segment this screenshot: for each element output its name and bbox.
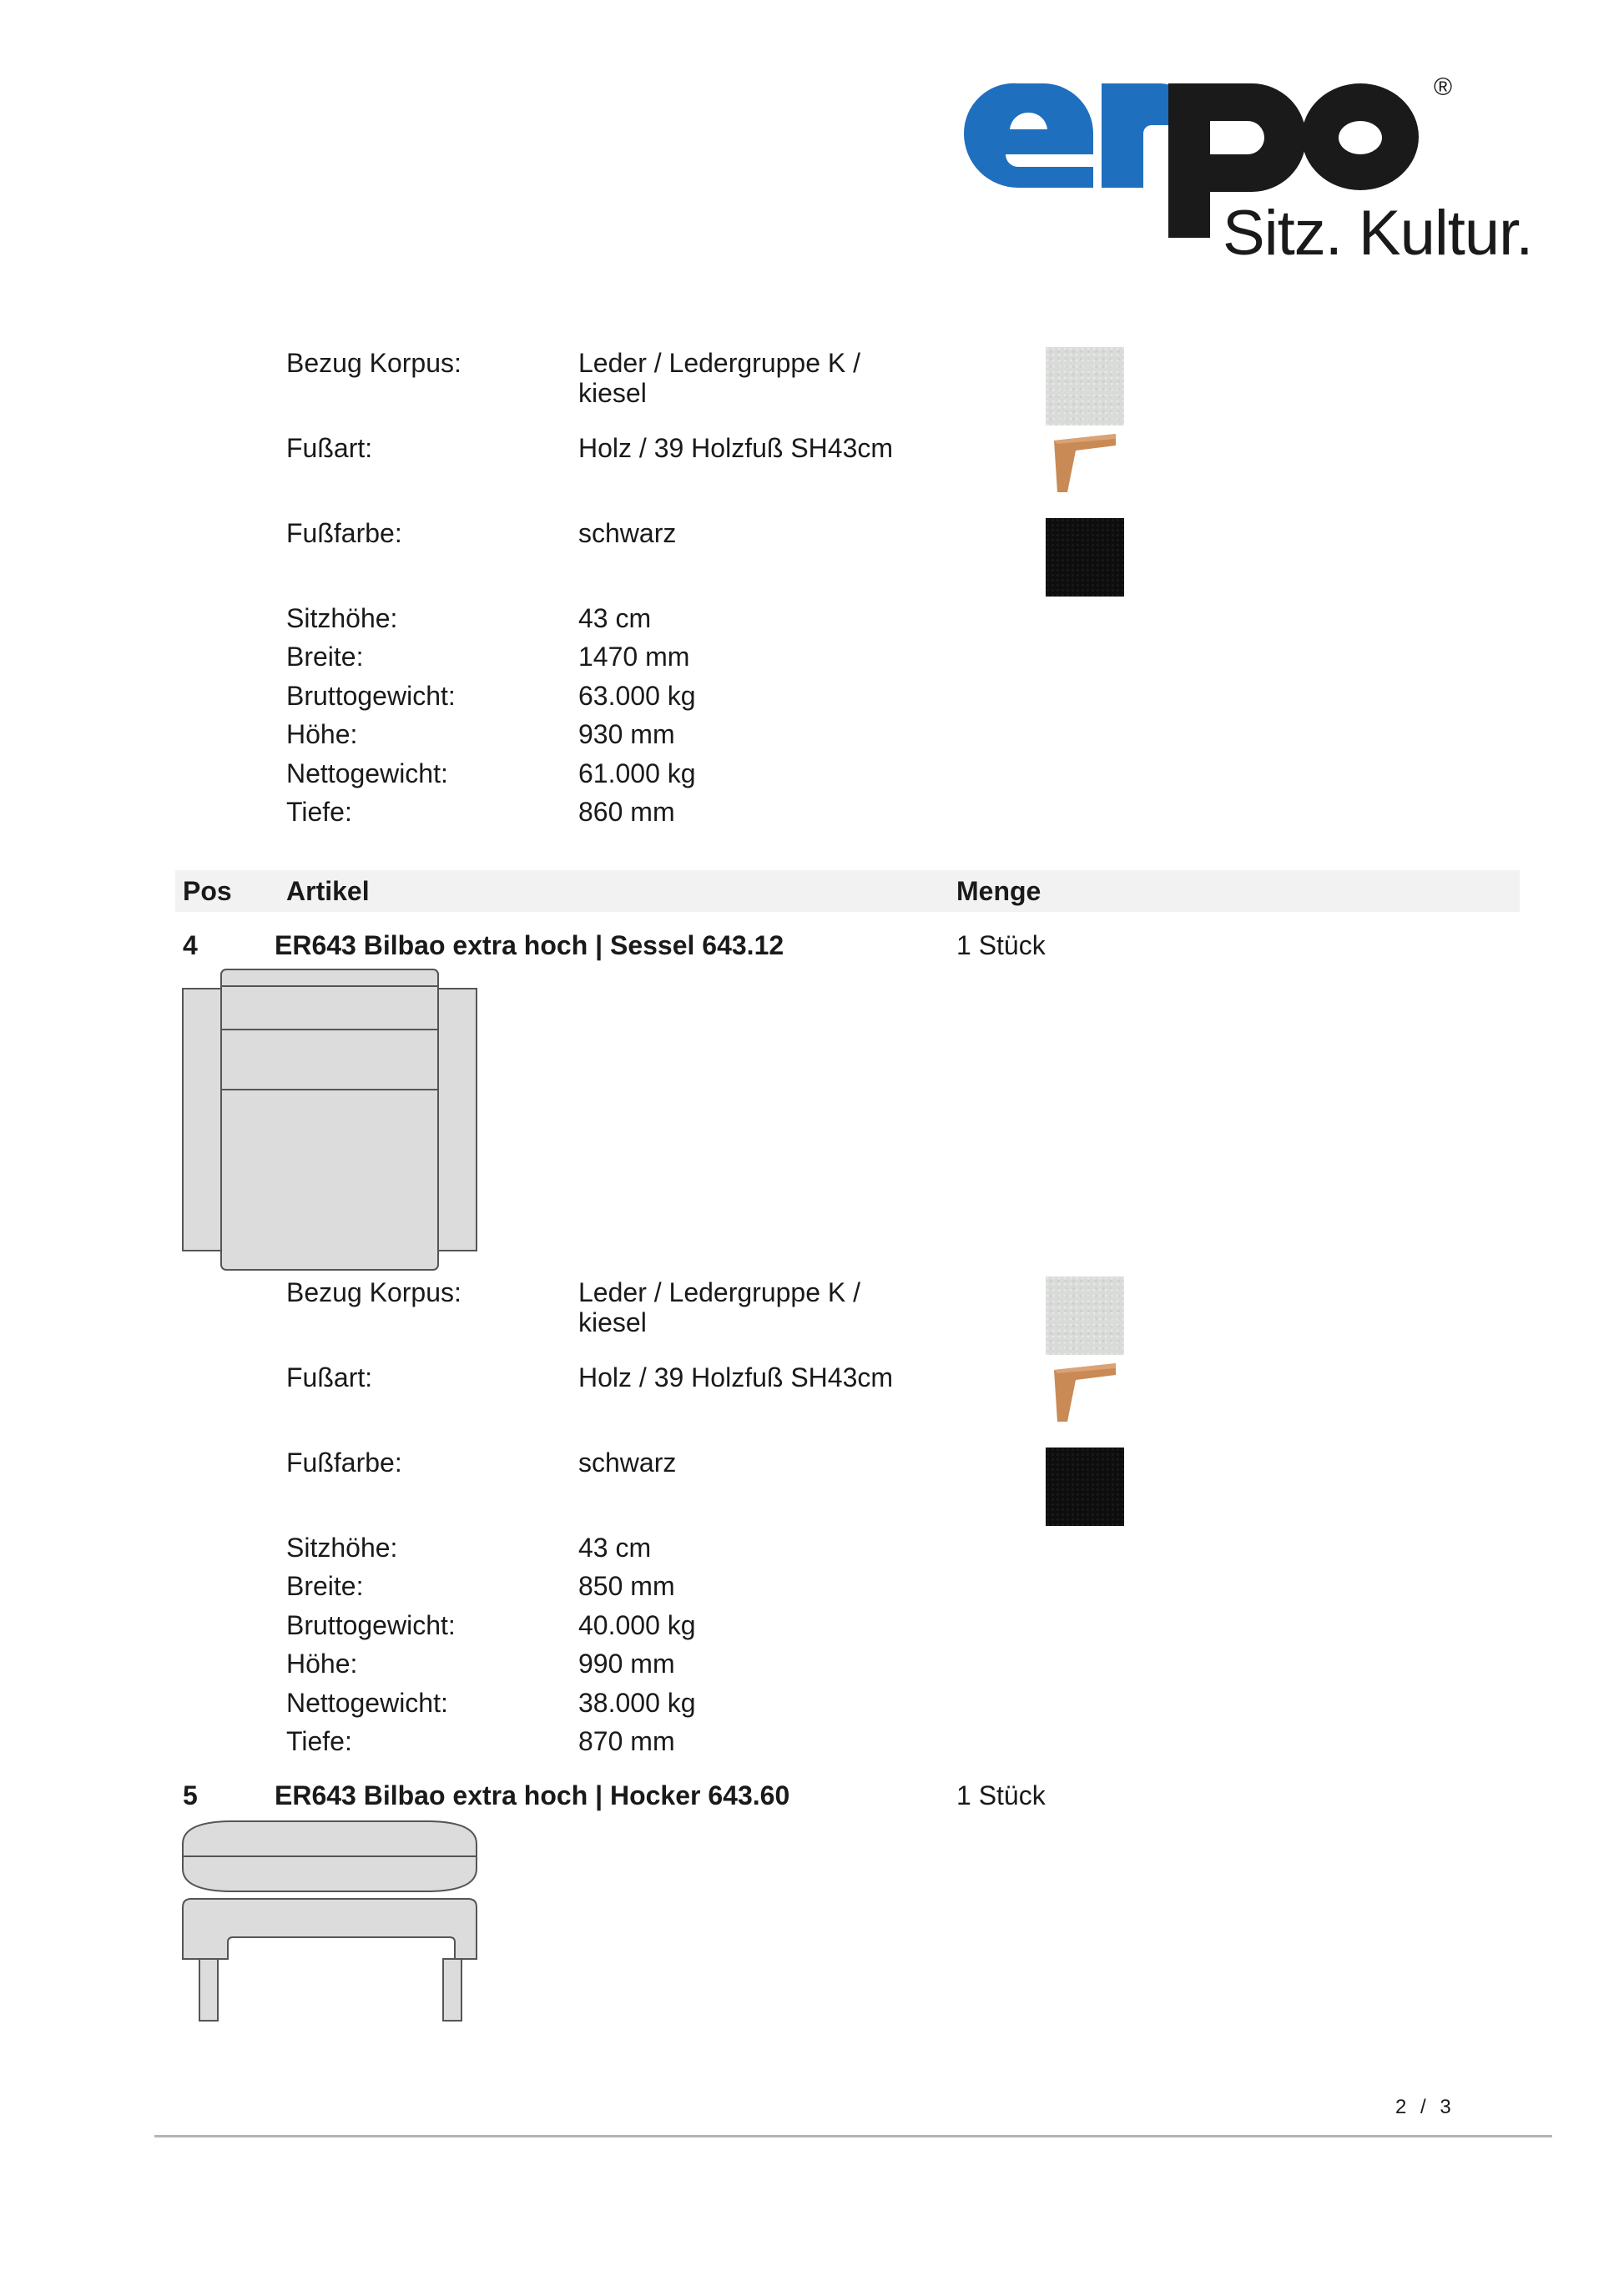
spec-value: Holz / 39 Holzfuß SH43cm — [578, 433, 894, 463]
brand-tagline: Sitz. Kultur. — [1223, 198, 1533, 269]
dim-label: Sitzhöhe: — [286, 1533, 398, 1563]
registered-mark: ® — [1434, 73, 1453, 101]
spec-label: Fußart: — [286, 1362, 373, 1392]
header-menge: Menge — [956, 876, 1041, 906]
item-quantity: 1 Stück — [956, 930, 1046, 960]
item-quantity: 1 Stück — [956, 1780, 1046, 1810]
dim-value: 38.000 kg — [578, 1688, 696, 1718]
dim-value: 930 mm — [578, 719, 675, 749]
dim-value: 40.000 kg — [578, 1610, 696, 1640]
spec-value: Leder / Ledergruppe K / — [578, 348, 861, 378]
table-header — [175, 870, 1520, 912]
dim-label: Bruttogewicht: — [286, 1610, 456, 1640]
page-current: 2 — [1395, 2096, 1407, 2118]
footer-divider — [154, 2135, 1552, 2137]
dim-value: 990 mm — [578, 1649, 675, 1679]
header-pos: Pos — [183, 876, 232, 906]
dim-label: Tiefe: — [286, 1726, 352, 1756]
leather-swatch — [1046, 1276, 1124, 1355]
dim-label: Nettogewicht: — [286, 1688, 448, 1718]
wooden-leg-icon — [1046, 432, 1124, 499]
spec-label: Fußfarbe: — [286, 518, 402, 548]
wooden-leg-icon — [1046, 1362, 1124, 1428]
spec-label: Fußart: — [286, 433, 373, 463]
black-swatch — [1046, 518, 1124, 597]
dim-value: 61.000 kg — [578, 758, 696, 788]
item-title: ER643 Bilbao extra hoch | Sessel 643.12 — [275, 930, 784, 960]
dim-value: 43 cm — [578, 603, 652, 633]
item-pos: 4 — [183, 930, 198, 960]
dim-label: Nettogewicht: — [286, 758, 448, 788]
dim-label: Breite: — [286, 1571, 364, 1601]
spec-label: Bezug Korpus: — [286, 1277, 461, 1307]
dim-label: Breite: — [286, 642, 364, 672]
dim-label: Höhe: — [286, 719, 358, 749]
dim-value: 850 mm — [578, 1571, 675, 1601]
spec-value: Holz / 39 Holzfuß SH43cm — [578, 1362, 894, 1392]
spec-value: Leder / Ledergruppe K / — [578, 1277, 861, 1307]
spec-value-continued: kiesel — [578, 378, 647, 408]
leather-swatch — [1046, 347, 1124, 425]
page-total: 3 — [1440, 2096, 1451, 2118]
black-swatch — [1046, 1448, 1124, 1526]
item-pos: 5 — [183, 1780, 198, 1810]
spec-value: schwarz — [578, 1448, 677, 1478]
dim-value: 63.000 kg — [578, 681, 696, 711]
dim-value: 870 mm — [578, 1726, 675, 1756]
spec-value: schwarz — [578, 518, 677, 548]
spec-value-continued: kiesel — [578, 1307, 647, 1337]
dim-value: 1470 mm — [578, 642, 690, 672]
dim-label: Sitzhöhe: — [286, 603, 398, 633]
dim-label: Bruttogewicht: — [286, 681, 456, 711]
page-separator: / — [1420, 2096, 1426, 2118]
dim-value: 860 mm — [578, 797, 675, 827]
spec-label: Bezug Korpus: — [286, 348, 461, 378]
armchair-drawing — [179, 968, 480, 1271]
dim-label: Höhe: — [286, 1649, 358, 1679]
item-title: ER643 Bilbao extra hoch | Hocker 643.60 — [275, 1780, 790, 1810]
pagination — [1395, 2096, 1451, 2119]
dim-label: Tiefe: — [286, 797, 352, 827]
dim-value: 43 cm — [578, 1533, 652, 1563]
stool-drawing — [179, 1819, 480, 2027]
spec-label: Fußfarbe: — [286, 1448, 402, 1478]
header-artikel: Artikel — [286, 876, 370, 906]
brand-logo — [960, 75, 1561, 275]
